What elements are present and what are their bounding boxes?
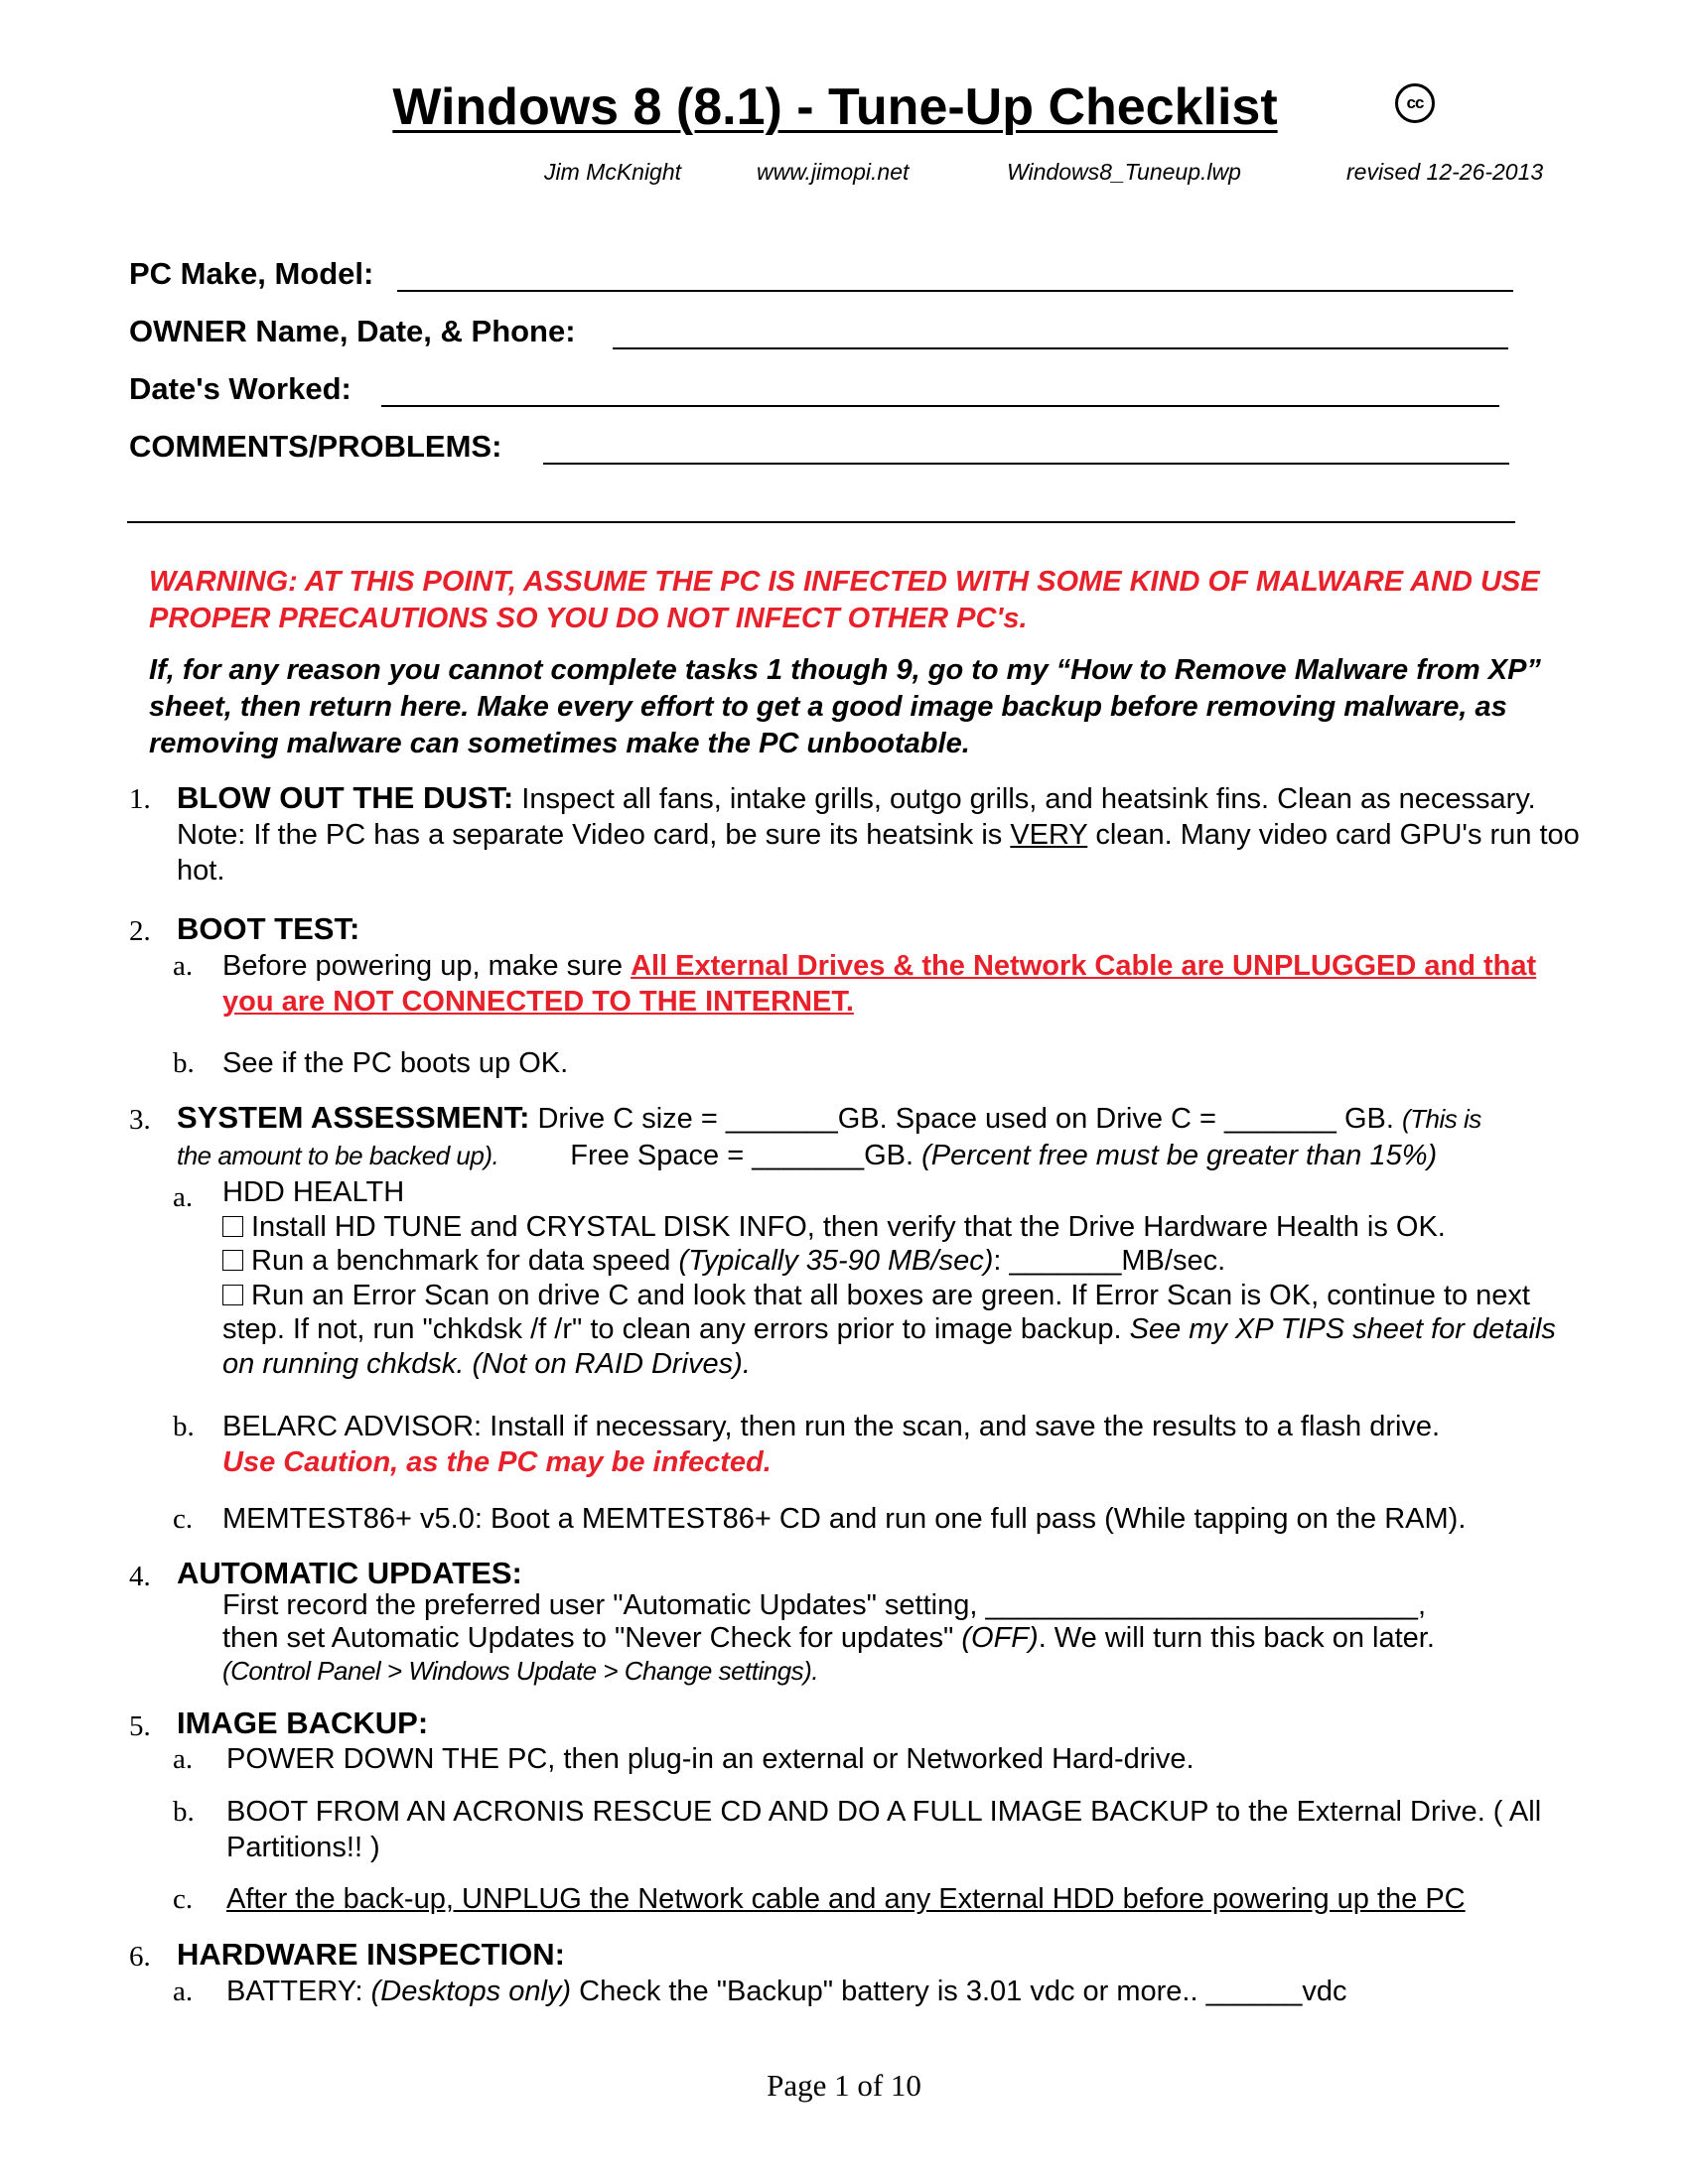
au-path: (Control Panel > Windows Update > Change settings). xyxy=(222,1656,819,1686)
free-space-row xyxy=(177,1140,1437,1172)
website: www.jimopi.net xyxy=(757,159,910,185)
battery-note: (Desktops only) xyxy=(370,1976,572,2007)
section-number: 6. xyxy=(129,1941,151,1973)
au-text: . We will turn this back on later. xyxy=(1038,1622,1435,1654)
section-heading: SYSTEM ASSESSMENT: xyxy=(177,1100,530,1135)
check-item-text: Run an Error Scan on drive C and look that all boxes are green. If Error Scan is OK, continue to next step. If not, run "chkdsk /f /r" to clean any errors prior to image backup. xyxy=(222,1279,1530,1345)
check-item-text: : _______MB/sec. xyxy=(993,1245,1226,1277)
belarc-advisor xyxy=(222,1409,1583,1480)
section-number: 3. xyxy=(129,1104,151,1136)
section-heading: BLOW OUT THE DUST: xyxy=(177,780,514,815)
image-backup-item-c: After the back-up, UNPLUG the Network cable and any External HDD before powering up the PC xyxy=(226,1883,1466,1915)
hdd-health-title: HDD HEALTH xyxy=(222,1176,405,1208)
author: Jim McKnight xyxy=(544,159,682,185)
section-heading: IMAGE BACKUP: xyxy=(177,1706,429,1740)
emphasis-text: VERY xyxy=(1010,819,1088,851)
revised-date: revised 12-26-2013 xyxy=(1346,159,1544,185)
boot-test-item-b: See if the PC boots up OK. xyxy=(222,1047,569,1079)
owner-field[interactable] xyxy=(613,347,1508,349)
section-hardware-inspection xyxy=(177,1937,1587,1974)
belarc-text: BELARC ADVISOR: Install if necessary, then run the scan, and save the results to a flash drive. xyxy=(222,1411,1441,1442)
battery-item xyxy=(226,1974,1587,2009)
title-row xyxy=(0,77,1688,137)
check-item-text: Install HD TUNE and CRYSTAL DISK INFO, then verify that the Drive Hardware Health is OK. xyxy=(251,1210,1446,1243)
item-label: a. xyxy=(173,1976,194,2007)
section-heading: HARDWARE INSPECTION: xyxy=(177,1937,565,1972)
memtest-text: MEMTEST86+ v5.0: Boot a MEMTEST86+ CD and run one full pass (While tapping on the RAM). xyxy=(222,1503,1467,1535)
image-backup-item-a: POWER DOWN THE PC, then plug-in an external or Networked Hard-drive. xyxy=(226,1743,1195,1775)
checkbox-icon[interactable] xyxy=(222,1285,243,1305)
check-item-note: See my XP TIPS sheet for details on running chkdsk. (Not on RAID Drives). xyxy=(222,1313,1556,1380)
item-label: b. xyxy=(173,1411,195,1442)
section-system-assessment xyxy=(177,1100,1587,1137)
filename: Windows8_Tuneup.lwp xyxy=(1007,159,1241,185)
page-number: Page 1 of 10 xyxy=(767,2068,921,2103)
au-text: then set Automatic Updates to "Never Check for updates" xyxy=(222,1622,962,1654)
section-number: 1. xyxy=(129,783,151,815)
automatic-updates-body xyxy=(222,1589,1583,1688)
check-item-text: Run a benchmark for data speed xyxy=(251,1245,679,1277)
item-label: b. xyxy=(173,1047,195,1079)
pc-make-field[interactable] xyxy=(397,290,1513,292)
au-line-2 xyxy=(222,1622,1583,1655)
item-label: c. xyxy=(173,1503,194,1535)
hdd-check-item-1 xyxy=(222,1210,1583,1245)
section-boot-test xyxy=(177,911,1587,948)
battery-text: BATTERY: xyxy=(226,1976,371,2007)
section-text: Inspect all fans, intake grills, outgo grills, and heatsink fins. Clean as necessary. Note: If the PC has a separate Video card, be sure its heatsink is xyxy=(177,783,1536,851)
item-label: a. xyxy=(173,950,194,982)
section-heading: AUTOMATIC UPDATES: xyxy=(177,1556,522,1590)
owner-label: OWNER Name, Date, & Phone: xyxy=(129,314,576,348)
section-number: 4. xyxy=(129,1561,151,1592)
section-text: clean. Many video card GPU's run too hot. xyxy=(177,819,1580,887)
backup-note-cont: the amount to be backed up). xyxy=(177,1141,499,1170)
free-space-text: Free Space = _______GB. xyxy=(570,1140,922,1171)
section-heading: BOOT TEST: xyxy=(177,911,360,946)
checkbox-icon[interactable] xyxy=(222,1250,243,1271)
dates-worked-field[interactable] xyxy=(381,405,1499,407)
malware-note: If, for any reason you cannot complete tasks 1 though 9, go to my “How to Remove Malware from XP” sheet, then return here. Make every effort to get a good image backup before removing malware, as removing malware can sometimes make the PC unbootable. xyxy=(149,654,1541,759)
backup-note: (This is xyxy=(1401,1104,1481,1134)
boot-test-item-a xyxy=(222,948,1583,1020)
dates-worked-label: Date's Worked: xyxy=(129,371,352,406)
page-title: Windows 8 (8.1) - Tune-Up Checklist xyxy=(392,78,1278,136)
creative-commons-icon: cc xyxy=(1395,83,1435,123)
au-off: (OFF) xyxy=(961,1622,1039,1654)
belarc-caution: Use Caution, as the PC may be infected. xyxy=(222,1446,772,1478)
image-backup-item-b: BOOT FROM AN ACRONIS RESCUE CD AND DO A FULL IMAGE BACKUP to the External Drive. ( All Partitions!! ) xyxy=(226,1796,1542,1863)
battery-text: Check the "Backup" battery is 3.01 vdc or more.. ______vdc xyxy=(571,1976,1347,2007)
item-text: Before powering up, make sure xyxy=(222,950,632,982)
free-space-note: (Percent free must be greater than 15%) xyxy=(921,1140,1438,1171)
au-line-1: First record the preferred user "Automatic Updates" setting, ___________________________, xyxy=(222,1589,1426,1621)
item-label: b. xyxy=(173,1796,195,1828)
warning-text: WARNING: AT THIS POINT, ASSUME THE PC IS INFECTED WITH SOME KIND OF MALWARE AND USE PROPER PRECAUTIONS SO YOU DO NOT INFECT OTHER PC's. xyxy=(149,566,1540,634)
section-automatic-updates xyxy=(177,1556,1587,1592)
hdd-health xyxy=(222,1175,1583,1381)
item-label: a. xyxy=(173,1743,194,1775)
hdd-check-item-2 xyxy=(222,1244,1583,1279)
unplug-warning: All External Drives & the Network Cable are UNPLUGGED and that you are NOT CONNECTED TO THE INTERNET. xyxy=(222,950,1537,1018)
hdd-check-item-3 xyxy=(222,1279,1583,1382)
check-item-note: (Typically 35-90 MB/sec) xyxy=(678,1245,994,1277)
section-blow-out-dust xyxy=(177,780,1587,888)
item-label: a. xyxy=(173,1181,194,1213)
pc-make-label: PC Make, Model: xyxy=(129,256,374,291)
comments-label: COMMENTS/PROBLEMS: xyxy=(129,429,502,464)
comments-field[interactable] xyxy=(543,463,1509,465)
comments-field-line2[interactable] xyxy=(127,521,1515,523)
section-number: 2. xyxy=(129,915,151,947)
item-label: c. xyxy=(173,1883,194,1915)
checkbox-icon[interactable] xyxy=(222,1216,243,1237)
drive-size-text: Drive C size = _______GB. Space used on Drive C = _______ GB. xyxy=(529,1103,1402,1135)
section-image-backup xyxy=(177,1706,1587,1742)
section-number: 5. xyxy=(129,1710,151,1742)
